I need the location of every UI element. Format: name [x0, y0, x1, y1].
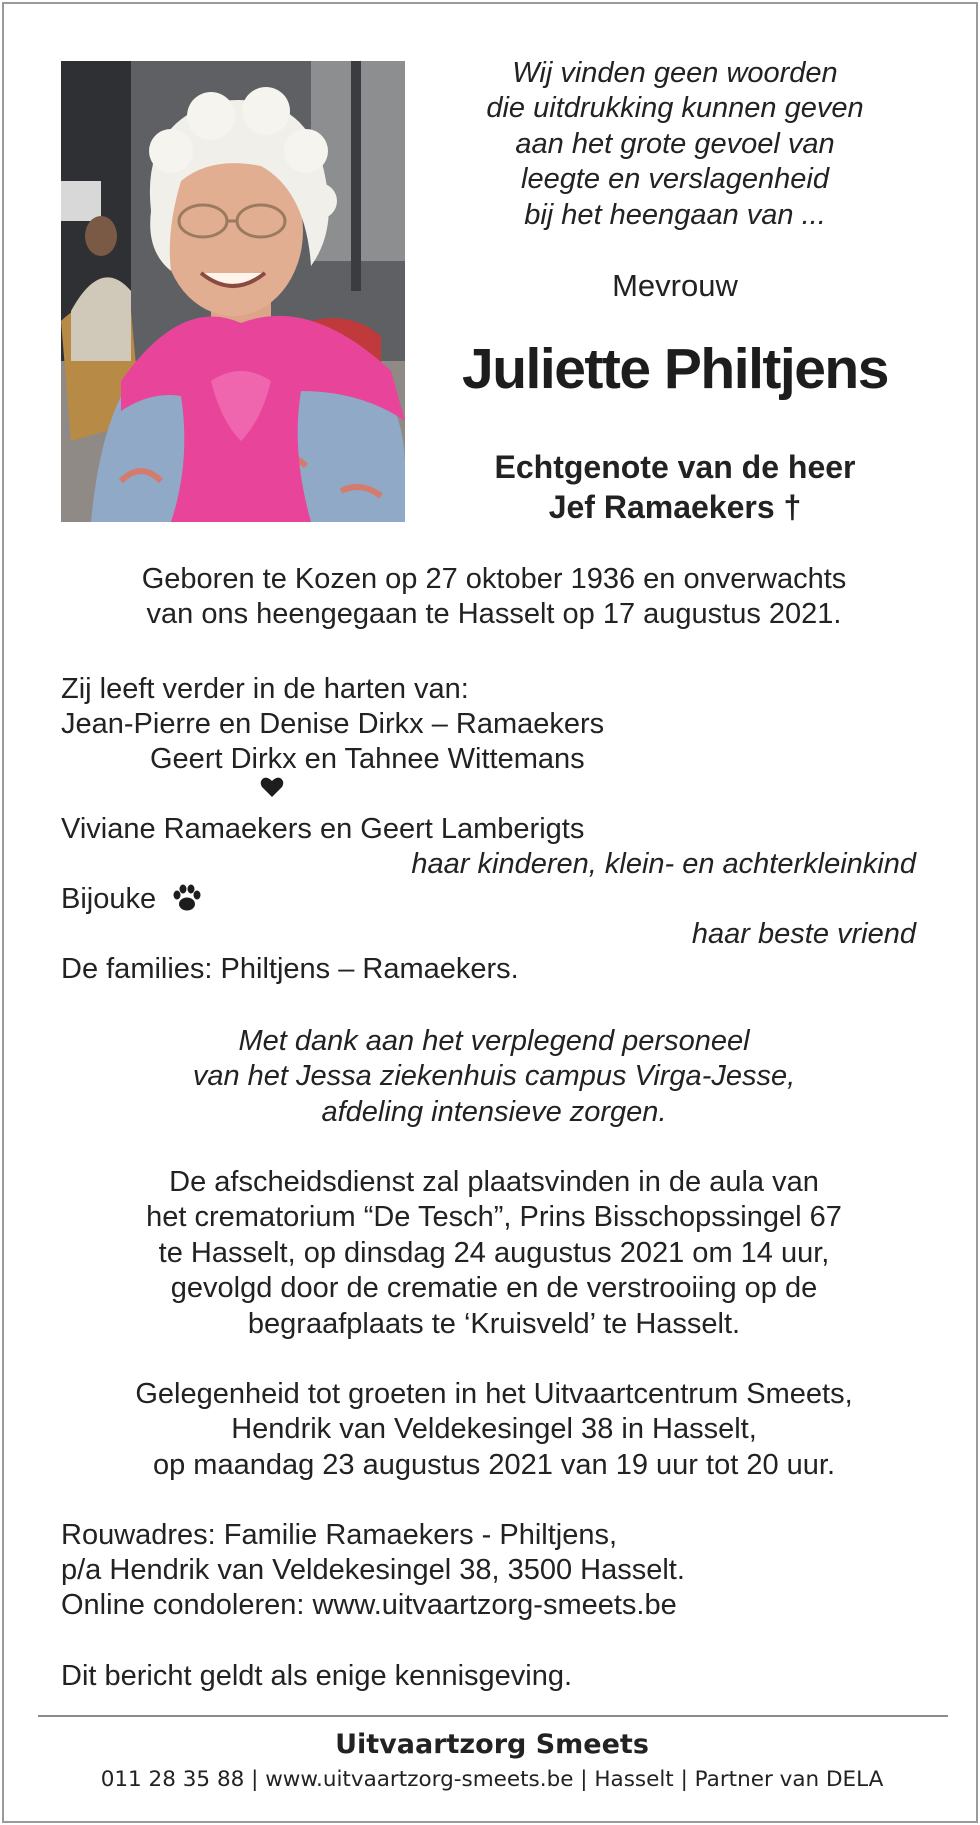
- funeral-home-contact: 011 28 35 88 | www.uitvaartzorg-smeets.be | Hasselt | Partner van DELA: [100, 1767, 884, 1792]
- birth-line: Geboren te Kozen op 27 oktober 1936 en onverwachts: [141, 563, 847, 595]
- family-line: Geert Dirkx en Tahnee Wittemans: [150, 743, 585, 775]
- thanks-line: Met dank aan het verplegend personeel: [238, 1025, 750, 1057]
- family-line: Jean-Pierre en Denise Dirkx – Ramaekers: [61, 708, 605, 740]
- pet-label: haar beste vriend: [691, 918, 916, 950]
- visitation-block: [61, 1377, 927, 1483]
- honorific: Mevrouw: [612, 268, 738, 303]
- paw-icon: [172, 884, 202, 917]
- spouse-line: Echtgenote van de heer: [494, 449, 856, 485]
- spouse-name: Jef Ramaekers †: [548, 489, 802, 525]
- families-line: De families: Philtjens – Ramaekers.: [61, 953, 519, 985]
- portrait-photo: [61, 61, 405, 522]
- thanks-block: [61, 1024, 927, 1130]
- service-line: De afscheidsdienst zal plaatsvinden in de aula van: [169, 1166, 819, 1198]
- service-line: het crematorium “De Tesch”, Prins Bisschopssingel 67: [146, 1201, 842, 1234]
- poem-line: Wij vinden geen woorden: [512, 57, 838, 89]
- family-intro: Zij leeft verder in de harten van:: [61, 673, 469, 705]
- service-line: gevolgd door de crematie en de verstrooiing op de: [170, 1272, 818, 1305]
- visitation-line: op maandag 23 augustus 2021 van 19 uur tot 20 uur.: [152, 1448, 836, 1481]
- visitation-line: Gelegenheid tot groeten in het Uitvaartcentrum Smeets,: [135, 1378, 853, 1410]
- deceased-name: Juliette Philtjens: [462, 337, 888, 401]
- family-line: Viviane Ramaekers en Geert Lamberigts: [61, 813, 585, 845]
- poem: [444, 56, 906, 233]
- birth-death-info: [61, 562, 927, 633]
- address-line: Rouwadres: Familie Ramaekers - Philtjens,: [61, 1519, 618, 1551]
- visitation-line: Hendrik van Veldekesingel 38 in Hasselt,: [231, 1413, 757, 1446]
- thanks-line: afdeling intensieve zorgen.: [321, 1095, 667, 1128]
- spouse-info: [444, 447, 906, 527]
- service-line: begraafplaats te ‘Kruisveld’ te Hasselt.: [247, 1307, 741, 1340]
- death-line: van ons heengegaan te Hasselt op 17 augustus 2021.: [146, 598, 842, 631]
- thanks-line: van het Jessa ziekenhuis campus Virga-Jesse,: [192, 1060, 796, 1093]
- address-line: p/a Hendrik van Veldekesingel 38, 3500 Hasselt.: [61, 1554, 685, 1586]
- obituary-card: [2, 2, 978, 1823]
- service-block: [61, 1165, 927, 1342]
- notice: Dit bericht geldt als enige kennisgeving.: [61, 1660, 573, 1692]
- poem-line: aan het grote gevoel van: [515, 127, 835, 160]
- poem-line: leegte en verslagenheid: [521, 163, 829, 196]
- service-line: te Hasselt, op dinsdag 24 augustus 2021 om 14 uur,: [158, 1236, 830, 1269]
- footer-divider: [38, 1715, 948, 1717]
- children-label: haar kinderen, klein- en achterkleinkind: [411, 848, 916, 880]
- condolence-line: Online condoleren: www.uitvaartzorg-smeets.be: [61, 1589, 677, 1621]
- poem-line: bij het heengaan van ...: [524, 198, 826, 231]
- heart-icon: [260, 776, 284, 803]
- poem-line: die uitdrukking kunnen geven: [486, 92, 864, 125]
- pet-name: Bijouke: [61, 883, 157, 915]
- funeral-home-name: Uitvaartzorg Smeets: [335, 1729, 649, 1760]
